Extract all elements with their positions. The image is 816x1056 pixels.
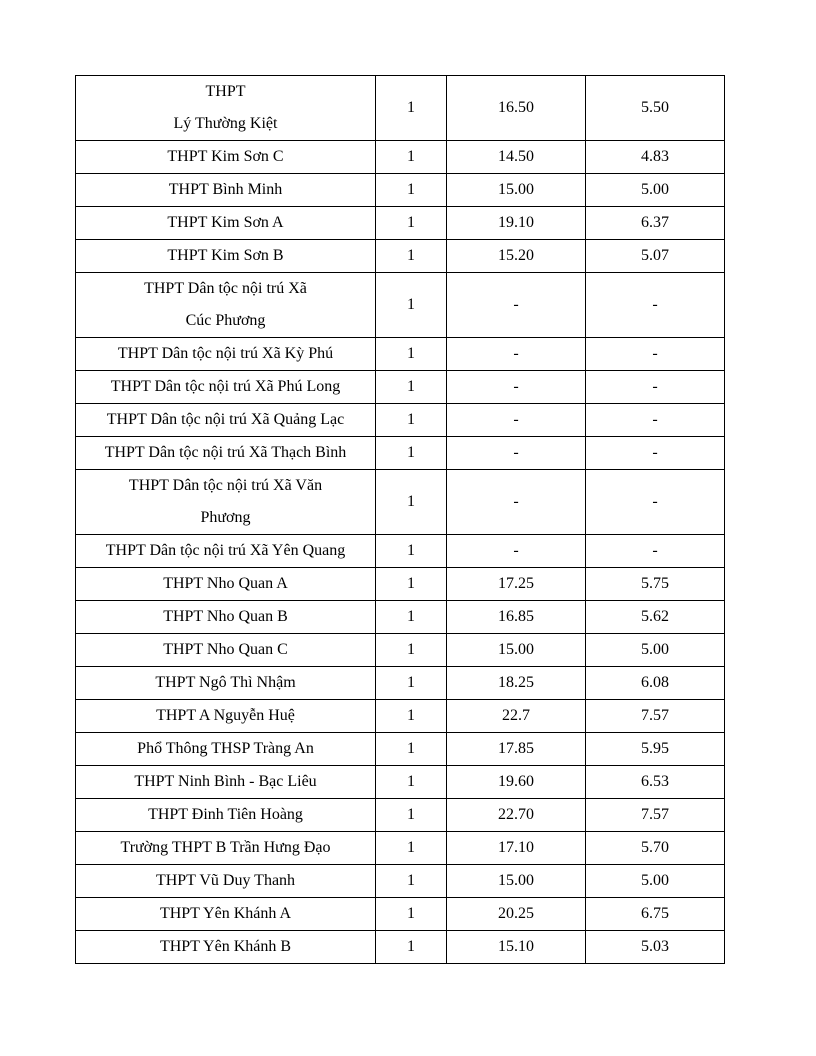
quota-cell: 1 (376, 174, 447, 207)
average-cell: 7.57 (586, 799, 725, 832)
score-cell: 18.25 (447, 667, 586, 700)
school-name-line: THPT Dân tộc nội trú Xã Phú Long (110, 378, 341, 395)
school-name-line: THPT Nho Quan C (163, 641, 288, 658)
table-row (76, 141, 725, 174)
score-cell: - (447, 371, 586, 404)
school-name-line: THPT Kim Sơn C (167, 148, 284, 165)
school-name-cell (76, 174, 376, 207)
school-name-line: THPT Kim Sơn B (167, 247, 284, 264)
table-row (76, 371, 725, 404)
school-name-cell (76, 931, 376, 964)
quota-cell: 1 (376, 207, 447, 240)
quota-cell: 1 (376, 338, 447, 371)
average-cell: 6.75 (586, 898, 725, 931)
school-name-cell (76, 338, 376, 371)
average-cell: 5.00 (586, 865, 725, 898)
quota-cell: 1 (376, 535, 447, 568)
table-row (76, 174, 725, 207)
average-cell: - (586, 437, 725, 470)
table-row (76, 437, 725, 470)
school-name-cell (76, 404, 376, 437)
table-row (76, 76, 725, 141)
school-name-cell (76, 766, 376, 799)
average-cell: 5.75 (586, 568, 725, 601)
school-name-line: THPT Nho Quan A (163, 575, 288, 592)
school-name-line: Phổ Thông THSP Tràng An (137, 740, 314, 757)
quota-cell: 1 (376, 601, 447, 634)
school-name-line: Lý Thường Kiệt (173, 115, 278, 132)
average-cell: 6.53 (586, 766, 725, 799)
school-name-cell (76, 733, 376, 766)
table-row (76, 700, 725, 733)
school-name-line: THPT Ninh Bình - Bạc Liêu (134, 773, 317, 790)
school-name-line: THPT Yên Khánh A (159, 905, 292, 922)
school-name-line: THPT A Nguyễn Huệ (156, 707, 295, 724)
average-cell: 6.08 (586, 667, 725, 700)
quota-cell: 1 (376, 371, 447, 404)
school-scores-table (75, 75, 725, 964)
school-name-line: THPT (205, 83, 246, 100)
score-cell: - (447, 470, 586, 535)
school-name-line: Trường THPT B Trần Hưng Đạo (120, 839, 331, 856)
table-row (76, 832, 725, 865)
quota-cell: 1 (376, 931, 447, 964)
school-name-cell (76, 667, 376, 700)
school-name-line: Phương (200, 509, 251, 526)
school-name-line: THPT Dân tộc nội trú Xã Quảng Lạc (106, 411, 345, 428)
average-cell: 6.37 (586, 207, 725, 240)
average-cell: - (586, 338, 725, 371)
average-cell: - (586, 470, 725, 535)
school-name-line: THPT Vũ Duy Thanh (155, 872, 296, 889)
score-cell: 17.25 (447, 568, 586, 601)
quota-cell: 1 (376, 273, 447, 338)
score-cell: 14.50 (447, 141, 586, 174)
quota-cell: 1 (376, 568, 447, 601)
school-name-cell (76, 207, 376, 240)
school-name-line: THPT Bình Minh (168, 181, 283, 198)
quota-cell: 1 (376, 700, 447, 733)
school-name-line: THPT Nho Quan B (163, 608, 288, 625)
school-name-cell (76, 568, 376, 601)
school-name-line: THPT Yên Khánh B (159, 938, 292, 955)
school-name-cell (76, 865, 376, 898)
table-row (76, 338, 725, 371)
school-name-cell (76, 898, 376, 931)
score-cell: 17.10 (447, 832, 586, 865)
school-name-line: THPT Dân tộc nội trú Xã (144, 280, 307, 297)
average-cell: 4.83 (586, 141, 725, 174)
score-cell: 19.60 (447, 766, 586, 799)
table-row (76, 766, 725, 799)
school-name-cell (76, 470, 376, 535)
table-row (76, 273, 725, 338)
average-cell: - (586, 273, 725, 338)
quota-cell: 1 (376, 832, 447, 865)
score-cell: 17.85 (447, 733, 586, 766)
table-row (76, 667, 725, 700)
table-row (76, 470, 725, 535)
school-name-cell (76, 371, 376, 404)
school-name-line: THPT Kim Sơn A (167, 214, 284, 231)
quota-cell: 1 (376, 76, 447, 141)
score-cell: - (447, 404, 586, 437)
score-cell: 19.10 (447, 207, 586, 240)
score-cell: 15.20 (447, 240, 586, 273)
score-cell: 20.25 (447, 898, 586, 931)
table-row (76, 207, 725, 240)
table-row (76, 404, 725, 437)
quota-cell: 1 (376, 634, 447, 667)
school-name-line: THPT Đinh Tiên Hoàng (148, 806, 303, 823)
score-cell: - (447, 273, 586, 338)
average-cell: 5.00 (586, 634, 725, 667)
average-cell: 5.50 (586, 76, 725, 141)
school-name-cell (76, 832, 376, 865)
table-body (76, 76, 725, 964)
quota-cell: 1 (376, 141, 447, 174)
school-name-line: Cúc Phương (185, 312, 266, 329)
score-cell: - (447, 437, 586, 470)
table-row (76, 799, 725, 832)
average-cell: - (586, 535, 725, 568)
quota-cell: 1 (376, 898, 447, 931)
table-row (76, 634, 725, 667)
average-cell: 5.00 (586, 174, 725, 207)
school-name-cell (76, 273, 376, 338)
score-cell: 22.7 (447, 700, 586, 733)
school-name-cell (76, 76, 376, 141)
table-row (76, 601, 725, 634)
score-cell: - (447, 338, 586, 371)
quota-cell: 1 (376, 733, 447, 766)
school-name-cell (76, 700, 376, 733)
quota-cell: 1 (376, 799, 447, 832)
school-name-cell (76, 634, 376, 667)
school-name-line: THPT Dân tộc nội trú Xã Văn (128, 477, 323, 494)
school-name-line: THPT Dân tộc nội trú Xã Kỳ Phú (117, 345, 334, 362)
school-name-line: THPT Dân tộc nội trú Xã Thạch Bình (104, 444, 347, 461)
score-cell: - (447, 535, 586, 568)
average-cell: - (586, 404, 725, 437)
school-name-cell (76, 437, 376, 470)
score-cell: 15.00 (447, 174, 586, 207)
school-name-cell (76, 601, 376, 634)
score-cell: 22.70 (447, 799, 586, 832)
score-cell: 16.50 (447, 76, 586, 141)
average-cell: - (586, 371, 725, 404)
average-cell: 5.70 (586, 832, 725, 865)
score-cell: 15.10 (447, 931, 586, 964)
school-name-line: THPT Dân tộc nội trú Xã Yên Quang (105, 542, 346, 559)
table-row (76, 898, 725, 931)
school-name-cell (76, 535, 376, 568)
score-cell: 15.00 (447, 865, 586, 898)
score-cell: 15.00 (447, 634, 586, 667)
school-name-line: THPT Ngô Thì Nhậm (155, 674, 296, 691)
average-cell: 5.95 (586, 733, 725, 766)
school-name-cell (76, 799, 376, 832)
quota-cell: 1 (376, 404, 447, 437)
table-row (76, 535, 725, 568)
table-row (76, 733, 725, 766)
quota-cell: 1 (376, 240, 447, 273)
school-name-cell (76, 141, 376, 174)
quota-cell: 1 (376, 437, 447, 470)
average-cell: 5.62 (586, 601, 725, 634)
average-cell: 7.57 (586, 700, 725, 733)
average-cell: 5.07 (586, 240, 725, 273)
quota-cell: 1 (376, 766, 447, 799)
quota-cell: 1 (376, 865, 447, 898)
score-cell: 16.85 (447, 601, 586, 634)
table-row (76, 240, 725, 273)
average-cell: 5.03 (586, 931, 725, 964)
table-row (76, 568, 725, 601)
quota-cell: 1 (376, 667, 447, 700)
table-row (76, 865, 725, 898)
school-name-cell (76, 240, 376, 273)
table-row (76, 931, 725, 964)
quota-cell: 1 (376, 470, 447, 535)
